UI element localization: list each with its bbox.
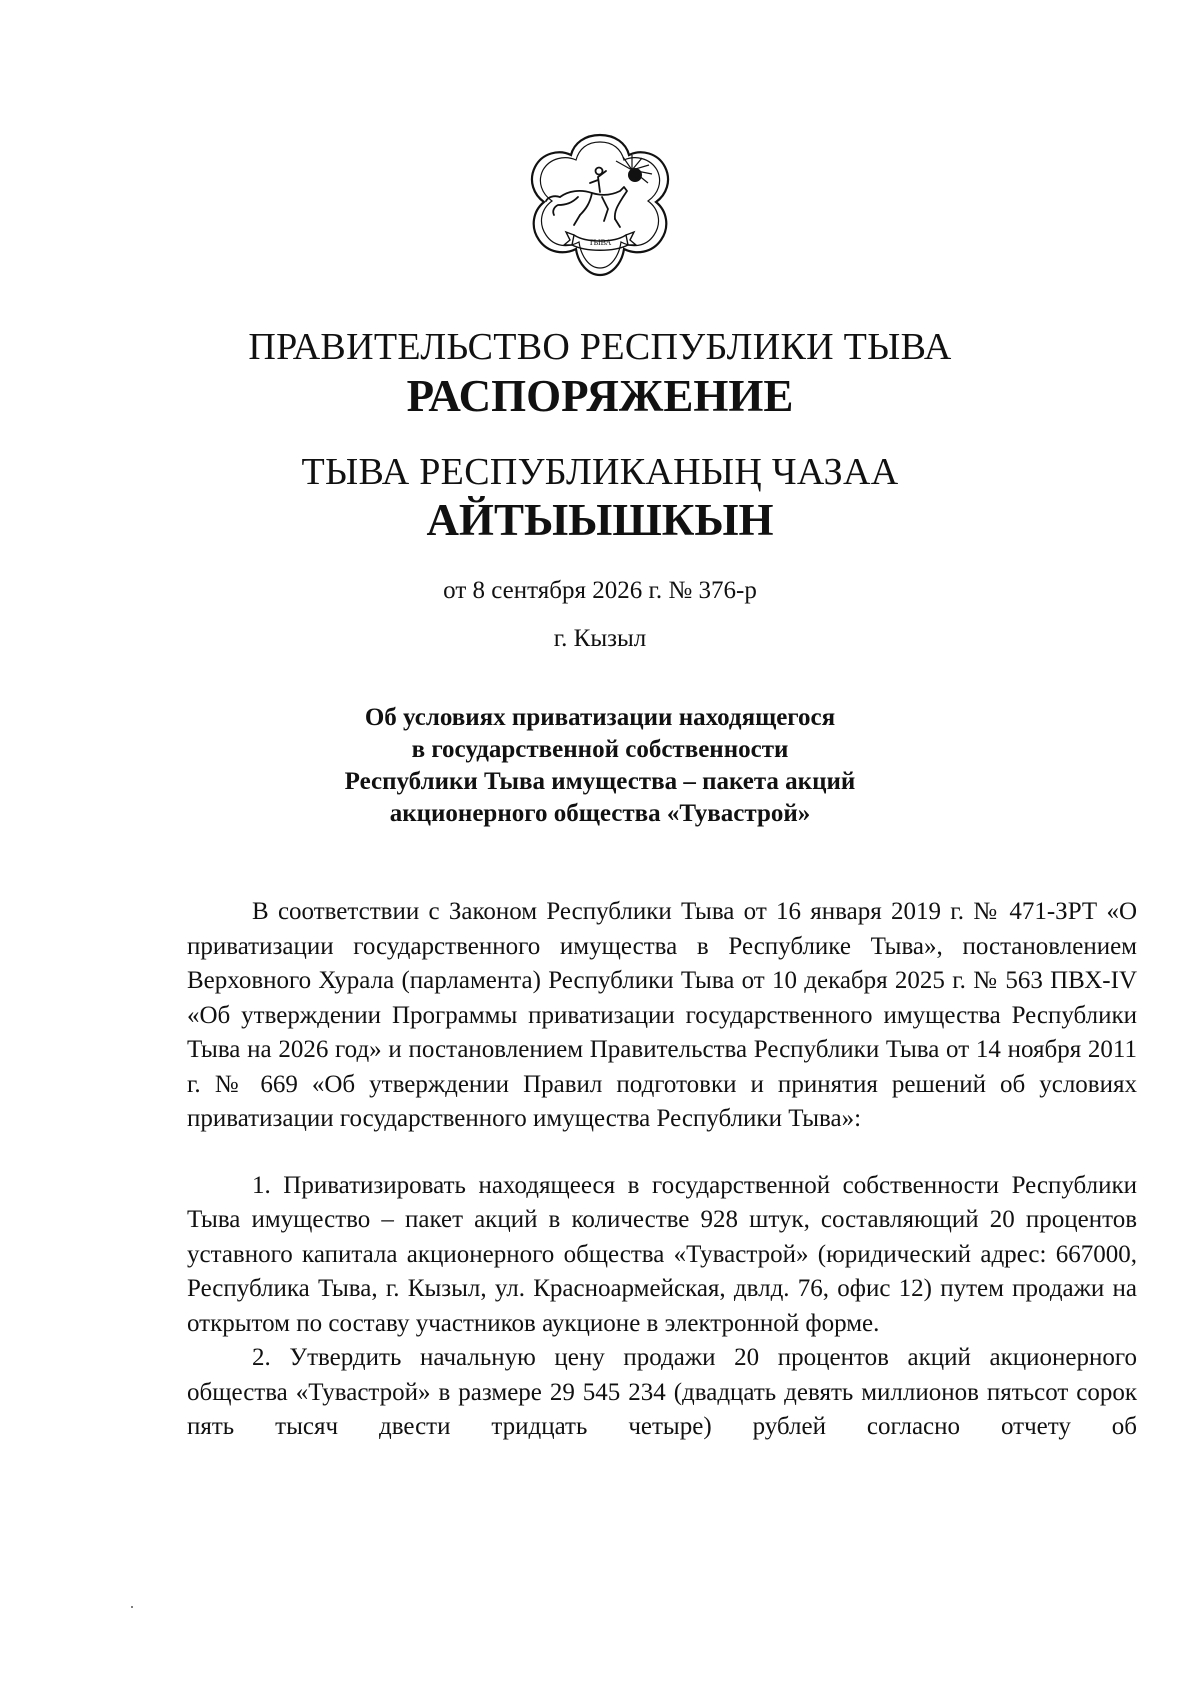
title-line: в государственной собственности xyxy=(411,736,789,763)
preamble-paragraph: В соответствии с Законом Республики Тыва от 16 января 2019 г. № 471-ЗРТ «О приватизации государственного имущества в Республике Тыва», постановлением Верховного Хурала (парламента) Республики Тыва от 10 декабря 2025 г. № 563 ПВХ-IV «Об утверждении Программы приватизации государственного имущества Республики Тыва на 2026 год» и постановлением Правительства Республики Тыва от 14 ноября 2011 г. № 669 «Об утверждении Правил подготовки и принятия решений об условиях приватизации государственного имущества Республики Тыва»: xyxy=(187,898,1137,1132)
scan-speck xyxy=(131,1606,133,1608)
government-name-ru: ПРАВИТЕЛЬСТВО РЕСПУБЛИКИ ТЫВА xyxy=(248,326,952,368)
tuva-coat-of-arms-icon xyxy=(520,125,680,285)
ribbon-text: ТЫВА xyxy=(588,238,612,247)
title-line: акционерного общества «Тувастрой» xyxy=(389,800,811,827)
decree-date-number: от 8 сентября 2026 г. № 376-р xyxy=(443,577,757,604)
item-1-paragraph: 1. Приватизировать находящееся в государственной собственности Республики Тыва имущество – пакет акций в количестве 928 штук, составляющий 20 процентов уставного капитала акционерного общества «Тувастрой» (юридический адрес: 667000, Республика Тыва, г. Кызыл, ул. Красноармейская, двлд. 76, офис 12) путем продажи на открытом по составу участников аукционе в электронной форме. xyxy=(187,1171,1137,1337)
decree-type-ru: РАСПОРЯЖЕНИЕ xyxy=(406,371,794,421)
item-2-paragraph: 2. Утвердить начальную цену продажи 20 процентов акций акционерного общества «Тувастрой» в размере 29 545 234 (двадцать девять миллионов пятьсот сорок пять тысяч двести тридцать четыре) рублей согласно отчету об xyxy=(187,1344,1137,1440)
title-line: Об условиях приватизации находящегося xyxy=(364,704,836,731)
decree-type-tv: АЙТЫЫШКЫН xyxy=(426,495,774,545)
decree-city: г. Кызыл xyxy=(553,625,647,652)
government-name-tv: ТЫВА РЕСПУБЛИКАНЫҢ ЧАЗАА xyxy=(301,451,899,493)
document-body xyxy=(187,895,1137,1445)
document-title xyxy=(0,702,1200,830)
title-line: Республики Тыва имущества – пакета акций xyxy=(344,768,856,795)
